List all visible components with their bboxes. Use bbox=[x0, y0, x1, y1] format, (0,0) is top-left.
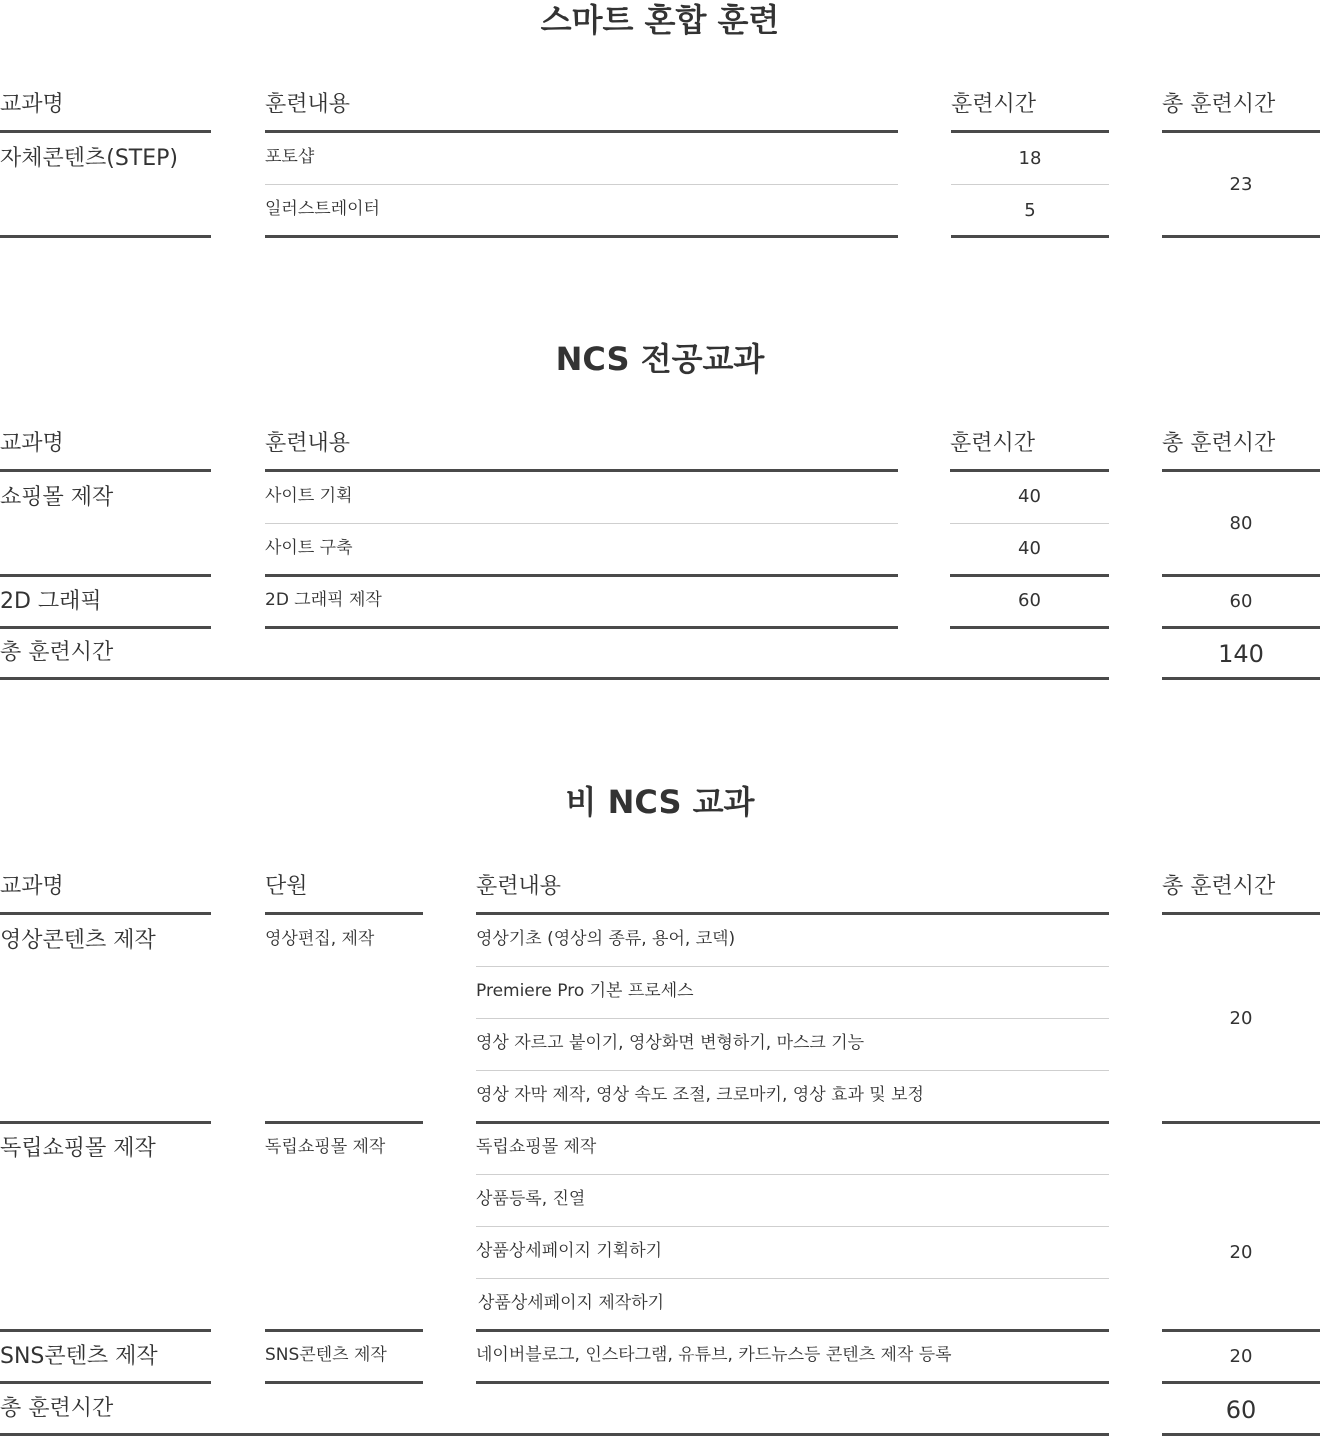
header-divider bbox=[1162, 469, 1320, 472]
total-hours-value: 20 bbox=[1229, 1008, 1253, 1029]
row-divider bbox=[265, 523, 898, 524]
header-course: 교과명 bbox=[0, 92, 64, 117]
header-unit: 단원 bbox=[265, 874, 308, 899]
row-divider bbox=[265, 626, 898, 629]
grand-total-label: 총 훈련시간 bbox=[0, 1396, 114, 1421]
header-divider bbox=[0, 469, 211, 472]
header-divider bbox=[265, 469, 898, 472]
header-divider bbox=[951, 130, 1109, 133]
header-course: 교과명 bbox=[0, 874, 64, 899]
content-item: 2D 그래픽 제작 bbox=[265, 590, 382, 610]
header-divider bbox=[950, 469, 1109, 472]
row-divider bbox=[1162, 1381, 1320, 1384]
header-course: 교과명 bbox=[0, 431, 64, 456]
content-item: 영상 자막 제작, 영상 속도 조절, 크로마키, 영상 효과 및 보정 bbox=[476, 1085, 924, 1105]
total-hours-value: 80 bbox=[1229, 513, 1253, 534]
row-divider bbox=[0, 1121, 211, 1124]
content-item: 영상 자르고 붙이기, 영상화면 변형하기, 마스크 기능 bbox=[476, 1033, 865, 1053]
total-hours-value: 20 bbox=[1229, 1242, 1253, 1263]
row-divider bbox=[1162, 626, 1320, 629]
header-divider bbox=[476, 912, 1109, 915]
hours-value: 60 bbox=[1018, 590, 1041, 611]
header-hours: 훈련시간 bbox=[950, 431, 1036, 456]
row-divider bbox=[951, 184, 1109, 185]
unit-name: 독립쇼핑몰 제작 bbox=[265, 1137, 386, 1157]
section-title: 스마트 혼합 훈련 bbox=[540, 1, 780, 39]
section-title: 비 NCS 교과 bbox=[565, 783, 755, 821]
grand-total-value: 140 bbox=[1218, 640, 1264, 668]
row-divider bbox=[1162, 1121, 1320, 1124]
header-divider bbox=[0, 912, 211, 915]
row-divider bbox=[476, 1070, 1109, 1071]
grand-total-label: 총 훈련시간 bbox=[0, 640, 114, 665]
content-item: Premiere Pro 기본 프로세스 bbox=[476, 981, 694, 1001]
row-divider bbox=[1162, 1329, 1320, 1332]
row-divider bbox=[476, 1329, 1109, 1332]
row-divider bbox=[0, 1329, 211, 1332]
hours-value: 40 bbox=[1018, 486, 1041, 507]
header-total: 총 훈련시간 bbox=[1162, 431, 1276, 456]
total-hours-value: 23 bbox=[1229, 174, 1253, 195]
table-bottom-border bbox=[1162, 677, 1320, 680]
content-item: 포토샵 bbox=[265, 147, 315, 167]
header-divider bbox=[265, 130, 898, 133]
row-divider bbox=[1162, 574, 1320, 577]
row-divider bbox=[265, 235, 898, 238]
hours-value: 40 bbox=[1018, 538, 1041, 559]
row-divider bbox=[265, 1381, 423, 1384]
row-divider bbox=[950, 523, 1109, 524]
content-item: 영상기초 (영상의 종류, 용어, 코덱) bbox=[476, 929, 736, 949]
unit-name: 영상편집, 제작 bbox=[265, 929, 375, 949]
content-item: 독립쇼핑몰 제작 bbox=[476, 1137, 597, 1157]
header-content: 훈련내용 bbox=[265, 431, 351, 456]
row-divider bbox=[476, 1121, 1109, 1124]
header-divider bbox=[0, 130, 211, 133]
row-divider bbox=[476, 1381, 1109, 1384]
row-divider bbox=[1162, 235, 1320, 238]
content-item: 사이트 구축 bbox=[265, 538, 353, 558]
row-divider bbox=[476, 1174, 1109, 1175]
header-divider bbox=[1162, 130, 1320, 133]
course-name: 쇼핑몰 제작 bbox=[0, 485, 114, 510]
row-divider bbox=[950, 626, 1109, 629]
section-title: NCS 전공교과 bbox=[555, 340, 765, 378]
header-total: 총 훈련시간 bbox=[1162, 874, 1276, 899]
hours-value: 18 bbox=[1018, 148, 1042, 169]
content-item: 상품상세페이지 제작하기 bbox=[478, 1293, 665, 1313]
total-hours-value: 20 bbox=[1229, 1346, 1253, 1367]
row-divider bbox=[0, 235, 211, 238]
row-divider bbox=[265, 574, 898, 577]
course-name: 자체콘텐츠(STEP) bbox=[0, 146, 178, 171]
row-divider bbox=[265, 1329, 423, 1332]
course-name: 영상콘텐츠 제작 bbox=[0, 928, 156, 953]
content-item: 상품상세페이지 기획하기 bbox=[476, 1241, 663, 1261]
header-total: 총 훈련시간 bbox=[1162, 92, 1276, 117]
header-content: 훈련내용 bbox=[265, 92, 351, 117]
table-bottom-border bbox=[0, 677, 1109, 680]
header-hours: 훈련시간 bbox=[951, 92, 1037, 117]
total-hours-value: 60 bbox=[1229, 591, 1253, 612]
row-divider bbox=[476, 1018, 1109, 1019]
course-name: 2D 그래픽 bbox=[0, 589, 102, 614]
header-divider bbox=[1162, 912, 1320, 915]
row-divider bbox=[950, 574, 1109, 577]
row-divider bbox=[951, 235, 1109, 238]
content-item: 일러스트레이터 bbox=[265, 199, 380, 219]
row-divider bbox=[0, 626, 211, 629]
row-divider bbox=[476, 1226, 1109, 1227]
unit-name: SNS콘텐츠 제작 bbox=[265, 1345, 387, 1365]
header-content: 훈련내용 bbox=[476, 874, 562, 899]
row-divider bbox=[476, 1278, 1109, 1279]
row-divider bbox=[265, 184, 898, 185]
header-divider bbox=[265, 912, 423, 915]
content-item: 네이버블로그, 인스타그램, 유튜브, 카드뉴스등 콘텐츠 제작 등록 bbox=[476, 1345, 952, 1365]
course-name: SNS콘텐츠 제작 bbox=[0, 1344, 158, 1369]
course-name: 독립쇼핑몰 제작 bbox=[0, 1136, 156, 1161]
row-divider bbox=[476, 966, 1109, 967]
row-divider bbox=[0, 574, 211, 577]
grand-total-value: 60 bbox=[1225, 1396, 1257, 1424]
row-divider bbox=[0, 1381, 211, 1384]
content-item: 사이트 기획 bbox=[265, 486, 353, 506]
hours-value: 5 bbox=[1024, 200, 1036, 221]
row-divider bbox=[265, 1121, 423, 1124]
content-item: 상품등록, 진열 bbox=[476, 1189, 586, 1209]
